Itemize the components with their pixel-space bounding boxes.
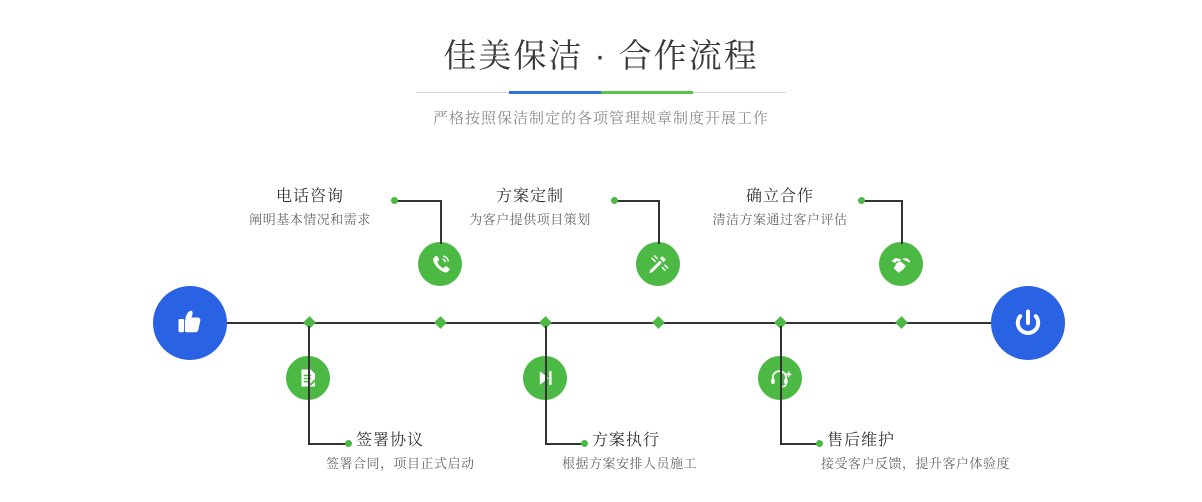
step-title-2: 签署协议 (356, 432, 425, 449)
page-subtitle: 严格按照保洁制定的各项管理规章制度开展工作 (432, 110, 769, 127)
step-lead-4 (545, 443, 583, 445)
timeline-node-1 (434, 316, 447, 329)
step-desc-4: 根据方案安排人员施工 (562, 456, 698, 471)
step-desc-6: 接受客户反馈，提升客户体验度 (821, 456, 1011, 471)
title-divider (416, 92, 786, 93)
power-icon (1009, 304, 1047, 342)
step-connector-5 (901, 200, 903, 244)
step-lead-dot-3 (611, 197, 618, 204)
step-lead-5 (862, 200, 902, 202)
step-label-3 (450, 186, 610, 230)
step-label-5 (700, 186, 860, 230)
phone-icon (428, 252, 452, 276)
step-badge-3 (636, 242, 680, 286)
step-lead-dot-4 (581, 440, 588, 447)
timeline-node-3 (652, 316, 665, 329)
step-title-5: 确立合作 (745, 188, 814, 205)
step-badge-5 (879, 242, 923, 286)
page-title: 佳美保洁 · 合作流程 (443, 37, 759, 74)
pen-ruler-icon (646, 252, 670, 276)
step-desc-5: 清洁方案通过客户评估 (712, 212, 848, 227)
timeline-node-5 (895, 316, 908, 329)
end-marker (991, 286, 1065, 360)
handshake-icon (889, 252, 913, 276)
step-label-2 (326, 430, 556, 474)
step-label-6 (821, 430, 1057, 474)
step-label-1 (230, 186, 390, 230)
step-connector-3 (658, 200, 660, 244)
step-lead-dot-1 (391, 197, 398, 204)
step-title-4: 方案执行 (592, 432, 661, 449)
step-connector-1 (440, 200, 442, 244)
divider-segment-green (601, 91, 693, 94)
step-desc-2: 签署合同，项目正式启动 (326, 456, 475, 471)
step-lead-1 (394, 200, 441, 202)
step-title-6: 售后维护 (827, 432, 896, 449)
diagram-header (0, 34, 1202, 128)
step-lead-3 (614, 200, 659, 202)
step-connector-2 (308, 326, 310, 444)
step-lead-6 (780, 443, 818, 445)
thumbs-up-icon (171, 304, 209, 342)
step-connector-4 (545, 326, 547, 444)
step-lead-dot-6 (816, 440, 823, 447)
step-title-1: 电话咨询 (275, 188, 344, 205)
step-badge-1 (418, 242, 462, 286)
start-marker (153, 286, 227, 360)
step-connector-6 (780, 326, 782, 444)
step-label-4 (562, 430, 792, 474)
step-title-3: 方案定制 (495, 188, 564, 205)
step-desc-3: 为客户提供项目策划 (469, 212, 591, 227)
step-lead-dot-2 (345, 440, 352, 447)
step-lead-2 (308, 443, 348, 445)
divider-segment-blue (509, 91, 601, 94)
step-desc-1: 阐明基本情况和需求 (249, 212, 371, 227)
